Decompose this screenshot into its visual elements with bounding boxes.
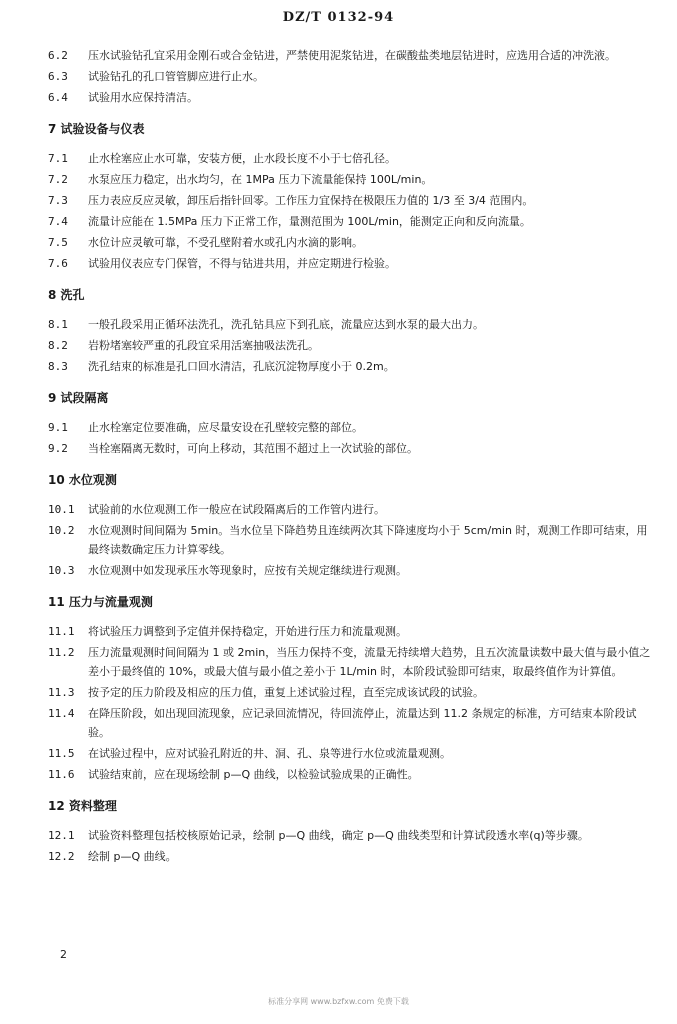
clause-text: 试验钻孔的孔口管管脚应进行止水。 [88,70,264,83]
clause-8-3 [48,357,656,376]
clause-number: 7.6 [48,257,68,270]
clause-7-4 [48,212,656,231]
section-6 [48,46,656,107]
clause-number: 6.4 [48,91,68,104]
clause-6-4 [48,88,656,107]
clause-text: 一般孔段采用正循环法洗孔，洗孔钻具应下到孔底，流量应达到水泵的最大出力。 [88,318,484,331]
clause-number: 11.6 [48,768,75,781]
clause-number: 7.4 [48,215,68,228]
clause-12-2 [48,847,656,866]
clause-10-3 [48,561,656,580]
section-title: 12 资料整理 [48,799,117,813]
clause-9-1 [48,418,656,437]
clause-number: 10.1 [48,503,75,516]
clause-10-1 [48,500,656,519]
clause-number: 6.2 [48,49,68,62]
clause-number: 12.1 [48,829,75,842]
clause-7-1 [48,149,656,168]
section-7 [48,121,656,273]
clause-number: 6.3 [48,70,68,83]
clause-text: 止水栓塞应止水可靠，安装方便，止水段长度不小于七倍孔径。 [88,152,396,165]
clause-text: 洗孔结束的标准是孔口回水清洁，孔底沉淀物厚度小于 0.2m。 [88,360,395,373]
clause-text: 水位观测中如发现承压水等现象时，应按有关规定继续进行观测。 [88,564,407,577]
clause-number: 8.3 [48,360,68,373]
clause-11-2 [48,643,656,681]
clause-number: 12.2 [48,850,75,863]
clause-text: 试验用水应保持清洁。 [88,91,198,104]
clause-number: 7.5 [48,236,68,249]
clause-8-2 [48,336,656,355]
clause-text: 水泵应压力稳定，出水均匀，在 1MPa 压力下流量能保持 100L/min。 [88,173,433,186]
clause-number: 8.1 [48,318,68,331]
section-9 [48,390,656,458]
clause-text: 将试验压力调整到予定值并保持稳定，开始进行压力和流量观测。 [88,625,407,638]
clause-11-5 [48,744,656,763]
section-8 [48,287,656,376]
clause-8-1 [48,315,656,334]
section-title: 10 水位观测 [48,473,117,487]
section-12 [48,798,656,866]
clause-12-1 [48,826,656,845]
section-title: 8 洗孔 [48,288,85,302]
clause-number: 11.1 [48,625,75,638]
clause-11-3 [48,683,656,702]
clause-11-6 [48,765,656,784]
clause-6-3 [48,67,656,86]
clause-text: 在降压阶段，如出现回流现象，应记录回流情况，待回流停止，流量达到 11.2 条规定的标准，方可结束本阶段试验。 [88,707,637,739]
section-title: 9 试段隔离 [48,391,109,405]
clause-number: 7.1 [48,152,68,165]
clause-text: 流量计应能在 1.5MPa 压力下正常工作，量测范围为 100L/min，能测定正向和反向流量。 [88,215,531,228]
clause-7-5 [48,233,656,252]
section-title: 11 压力与流量观测 [48,595,153,609]
clause-number: 11.5 [48,747,75,760]
clause-number: 8.2 [48,339,68,352]
clause-text: 岩粉堵塞较严重的孔段宜采用活塞抽吸法洗孔。 [88,339,319,352]
clause-text: 试验用仪表应专门保管，不得与钻进共用，并应定期进行检验。 [88,257,396,270]
section-title: 7 试验设备与仪表 [48,122,145,136]
clause-text: 在试验过程中，应对试验孔附近的井、洞、孔、泉等进行水位或流量观测。 [88,747,451,760]
footer-watermark-text: 标准分享网 www.bzfxw.com 免费下载 [268,997,409,1006]
clause-text: 试验资料整理包括校核原始记录，绘制 p—Q 曲线，确定 p—Q 曲线类型和计算试段透水率(q)等步骤。 [88,829,589,842]
document-body [48,46,656,868]
clause-number: 9.2 [48,442,68,455]
page-number: 2 [60,948,67,961]
clause-7-3 [48,191,656,210]
doc-code-header: DZ/T 0132-94 [282,10,395,25]
clause-text: 止水栓塞定位要准确，应尽量安设在孔壁较完整的部位。 [88,421,363,434]
clause-7-6 [48,254,656,273]
clause-number: 10.2 [48,524,75,537]
clause-text: 试验结束前，应在现场绘制 p—Q 曲线，以检验试验成果的正确性。 [88,768,419,781]
clause-number: 10.3 [48,564,75,577]
clause-number: 7.2 [48,173,68,186]
clause-9-2 [48,439,656,458]
clause-text: 当栓塞隔离无数时，可向上移动，其范围不超过上一次试验的部位。 [88,442,418,455]
clause-text: 压力表应反应灵敏，卸压后指针回零。工作压力宜保持在极限压力值的 1/3 至 3/4 范围内。 [88,194,534,207]
clause-text: 绘制 p—Q 曲线。 [88,850,177,863]
clause-10-2 [48,521,656,559]
clause-6-2 [48,46,656,65]
clause-text: 试验前的水位观测工作一般应在试段隔离后的工作管内进行。 [88,503,385,516]
clause-text: 水位计应灵敏可靠，不受孔壁附着水或孔内水滴的影响。 [88,236,363,249]
clause-number: 11.2 [48,646,75,659]
clause-7-2 [48,170,656,189]
clause-text: 按予定的压力阶段及相应的压力值，重复上述试验过程，直至完成该试段的试验。 [88,686,484,699]
clause-text: 压水试验钻孔宜采用金刚石或合金钻进，严禁使用泥浆钻进，在碳酸盐类地层钻进时，应选用合适的冲洗液。 [88,49,616,62]
clause-number: 11.3 [48,686,75,699]
clause-11-1 [48,622,656,641]
clause-number: 7.3 [48,194,68,207]
clause-number: 9.1 [48,421,68,434]
clause-11-4 [48,704,656,742]
clause-number: 11.4 [48,707,75,720]
section-10 [48,472,656,580]
clause-text: 水位观测时间间隔为 5min。当水位呈下降趋势且连续两次其下降速度均小于 5cm/min 时，观测工作即可结束，用最终读数确定压力计算零线。 [88,524,648,556]
clause-text: 压力流量观测时间间隔为 1 或 2min，当压力保持不变，流量无持续增大趋势，且五次流量读数中最大值与最小值之差小于最终值的 10%，或最大值与最小值之差小于 1L/min 时，本阶段试验即可结束，取最终值作为计算值。 [88,646,651,678]
section-11 [48,594,656,784]
